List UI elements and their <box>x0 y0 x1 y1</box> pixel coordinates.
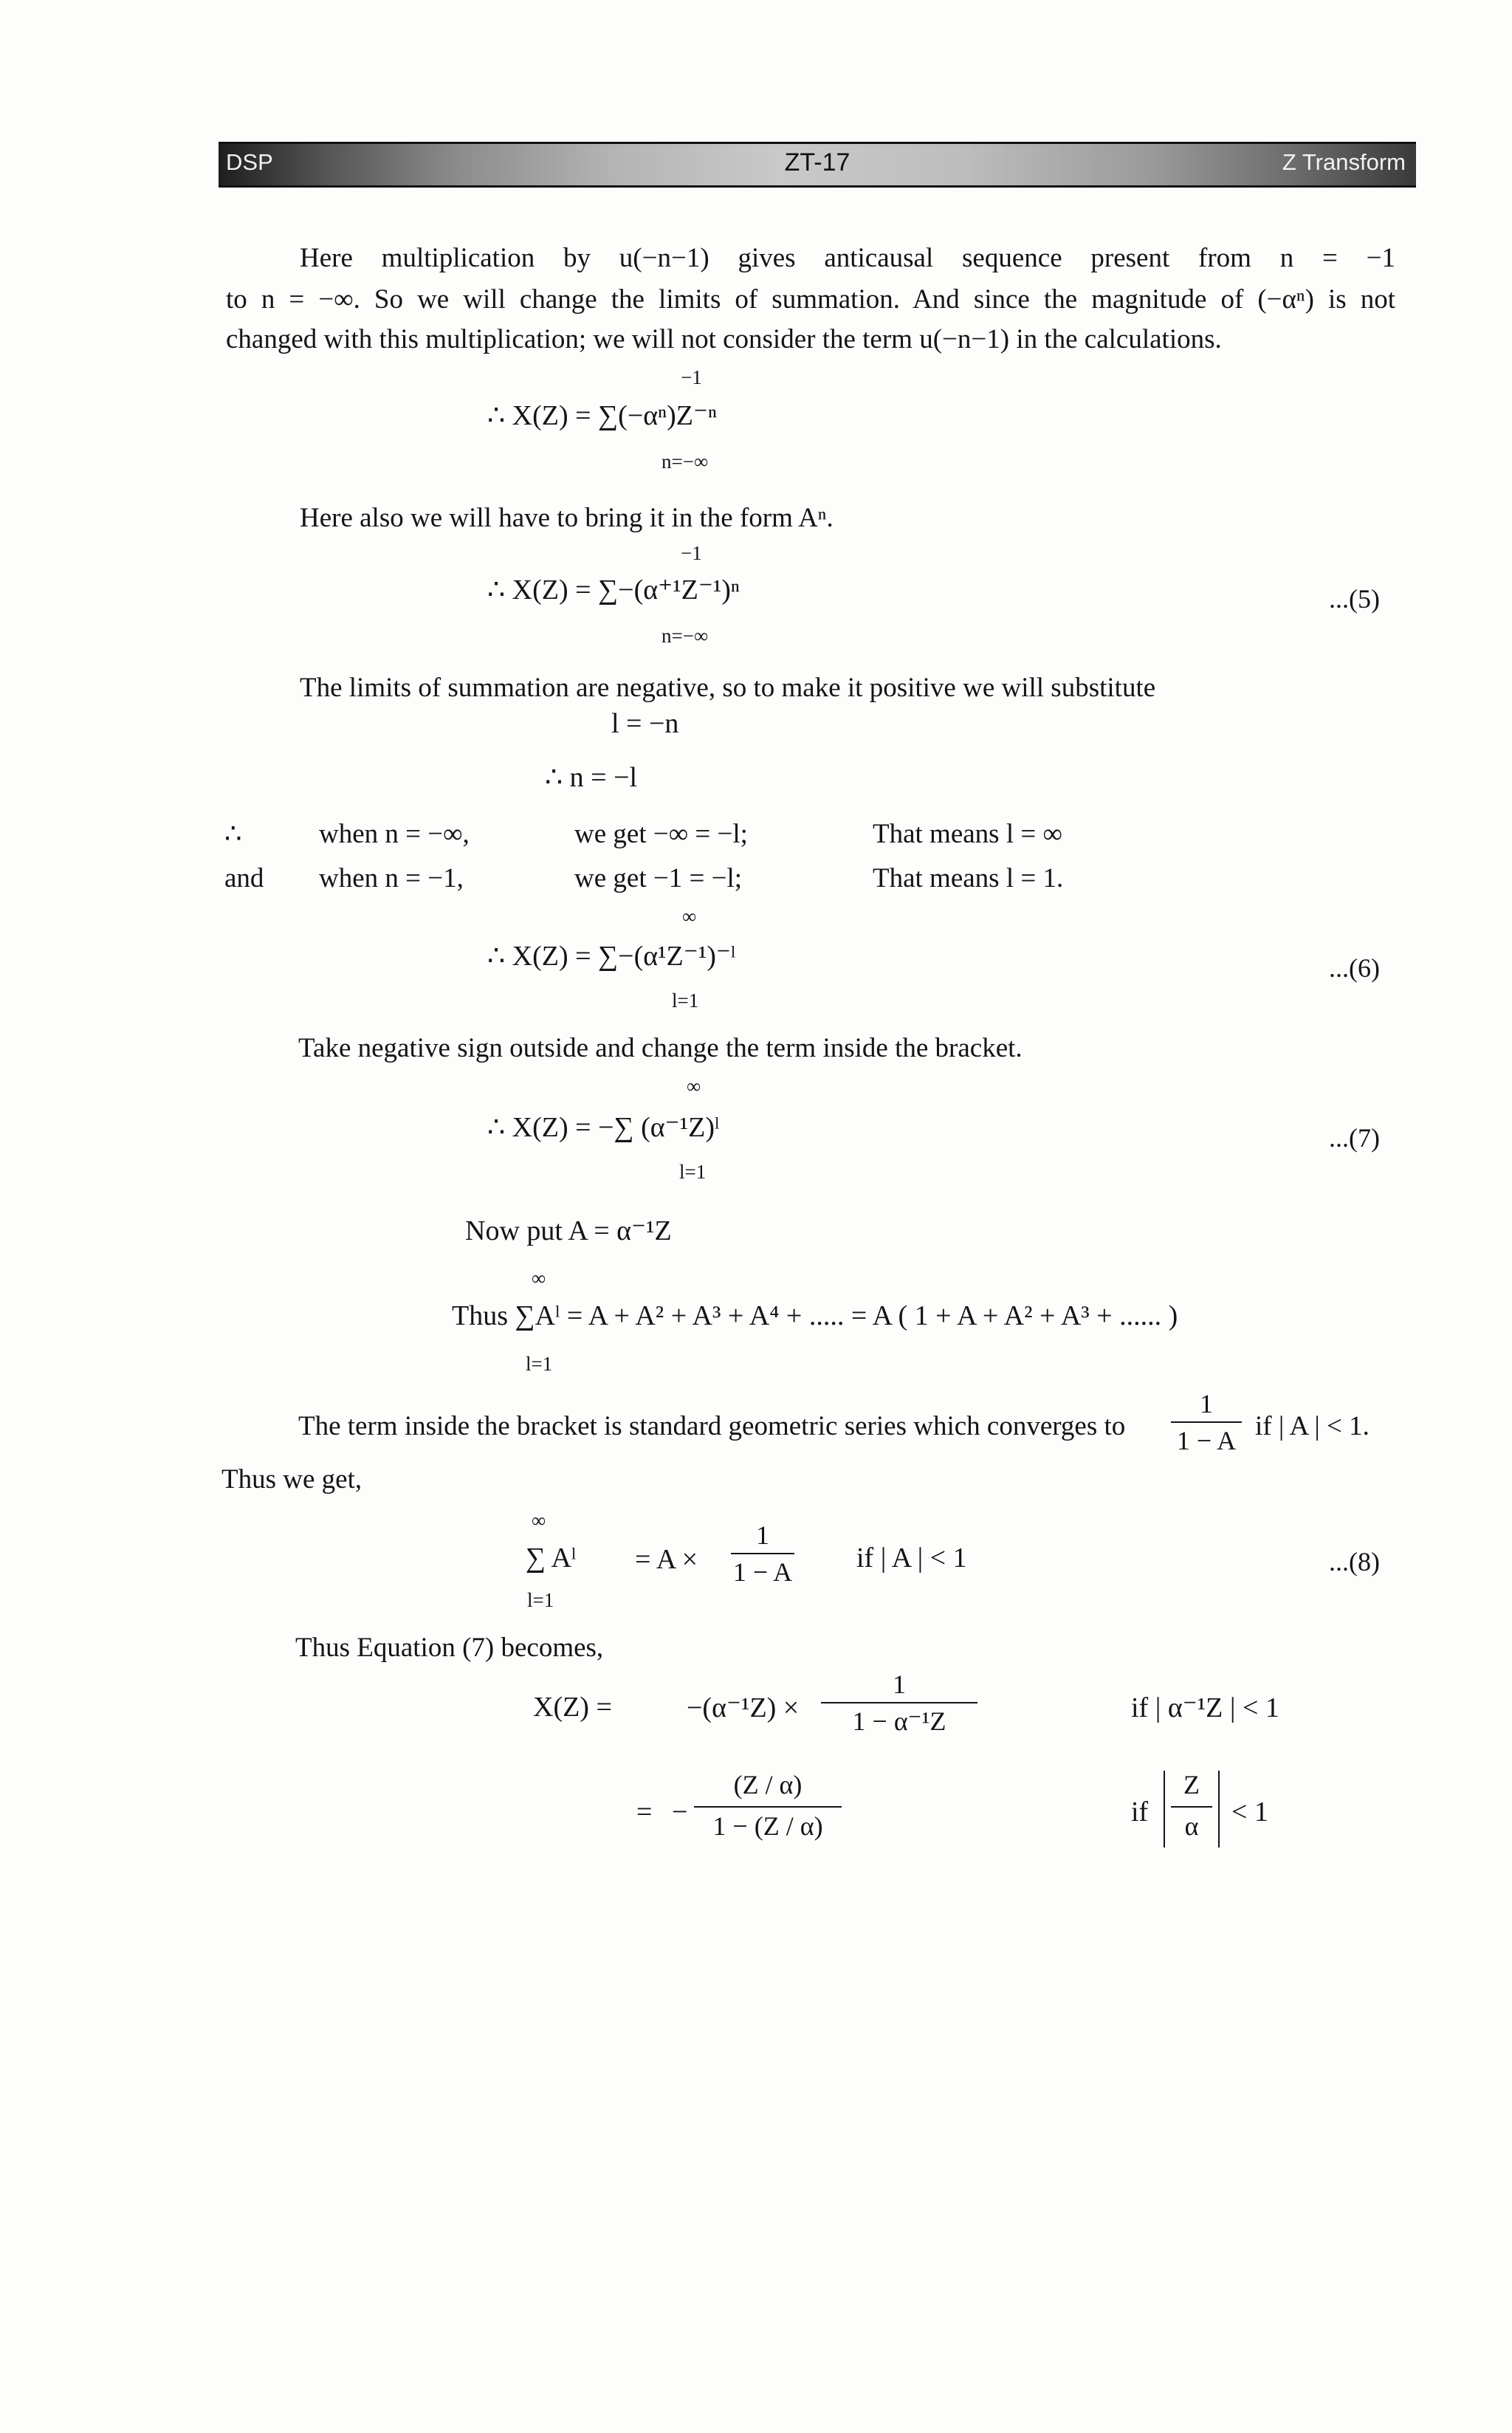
para5-condition: if | A | < 1. <box>1255 1411 1370 1441</box>
limits-row2-lead: and <box>224 863 264 893</box>
limits-row2-when: when n = −1, <box>319 863 464 893</box>
para3: The limits of summation are negative, so to make it positive we will substitute <box>300 673 1156 703</box>
eq8-tag: ...(8) <box>1329 1547 1380 1576</box>
final2-fraction-num: (Z / α) <box>733 1770 803 1799</box>
final1-fraction-den: 1 − α⁻¹Z <box>852 1706 946 1736</box>
para2: Here also we will have to bring it in the form Aⁿ. <box>300 503 834 533</box>
eq8-sum: ∑ Aˡ <box>526 1542 577 1574</box>
eq6-expression: ∴ X(Z) = ∑−(α¹Z⁻¹)⁻ˡ <box>487 941 736 972</box>
page-header <box>219 142 1416 188</box>
para5-text: The term inside the bracket is standard geometric series which converges to <box>298 1411 1126 1441</box>
substitution-1: l = −n <box>611 708 679 739</box>
header-page-number: ZT-17 <box>784 148 850 176</box>
final1-fraction-bar <box>821 1702 977 1703</box>
final1-fraction-num: 1 <box>893 1670 906 1699</box>
limits-row1-means: That means l = ∞ <box>873 819 1062 849</box>
final2-condition-if: if <box>1131 1797 1149 1828</box>
series-expansion: Thus ∑Aˡ = A + A² + A³ + A⁴ + ..... = A ( 1 + A + A² + A³ + ...... ) <box>452 1300 1178 1331</box>
final1-condition: if | α⁻¹Z | < 1 <box>1131 1692 1279 1723</box>
final2-fraction-den: 1 − (Z / α) <box>712 1811 823 1841</box>
eq8-upper-limit: ∞ <box>532 1509 546 1531</box>
eq6-upper-limit: ∞ <box>682 905 697 927</box>
para1-line3: changed with this multiplication; we will not consider the term u(−n−1) in the calculations. <box>226 324 1222 354</box>
final2-condition-bar <box>1171 1806 1212 1808</box>
para5-fraction-num: 1 <box>1200 1389 1213 1418</box>
eq8-fraction-den: 1 − A <box>732 1557 793 1587</box>
eq5-upper-limit: −1 <box>681 542 702 564</box>
final1-lhs: X(Z) = <box>533 1692 612 1723</box>
eq4-upper-limit: −1 <box>681 366 702 388</box>
final2-minus: − <box>672 1797 688 1828</box>
para5-fraction-den: 1 − A <box>1176 1426 1237 1455</box>
para1-line1: Here multiplication by u(−n−1) gives anticausal sequence present from n = −1 <box>300 243 1395 273</box>
series-lower-limit: l=1 <box>526 1353 553 1375</box>
para6: Thus we get, <box>221 1464 362 1495</box>
limits-row2-means: That means l = 1. <box>873 863 1064 893</box>
eq7-lower-limit: l=1 <box>679 1161 707 1183</box>
eq6-tag: ...(6) <box>1329 953 1380 983</box>
para4: Take negative sign outside and change the term inside the bracket. <box>298 1033 1023 1063</box>
header-right: Z Transform <box>1282 149 1406 175</box>
para5-fraction-bar <box>1171 1421 1242 1423</box>
final1-expression: −(α⁻¹Z) × <box>687 1692 800 1723</box>
final2-abs-left-bar <box>1164 1771 1165 1847</box>
final2-fraction-bar <box>694 1806 842 1808</box>
substitution-2: ∴ n = −l <box>545 762 638 793</box>
eq5-lower-limit: n=−∞ <box>662 625 709 647</box>
header-left: DSP <box>226 149 273 175</box>
eq8-fraction-bar <box>731 1553 794 1554</box>
eq8-lower-limit: l=1 <box>527 1589 554 1611</box>
eq5-expression: ∴ X(Z) = ∑−(α⁺¹Z⁻¹)ⁿ <box>487 574 740 605</box>
eq7-upper-limit: ∞ <box>687 1075 701 1097</box>
eq6-lower-limit: l=1 <box>672 989 699 1012</box>
eq8-fraction-num: 1 <box>756 1520 769 1550</box>
limits-row1-when: when n = −∞, <box>319 819 470 849</box>
limits-row1-get: we get −∞ = −l; <box>574 819 748 849</box>
eq7-tag: ...(7) <box>1329 1123 1380 1153</box>
eq5-tag: ...(5) <box>1329 584 1380 614</box>
eq8-equals: = A × <box>635 1544 698 1575</box>
eq7-expression: ∴ X(Z) = −∑ (α⁻¹Z)ˡ <box>487 1112 720 1143</box>
limits-row2-get: we get −1 = −l; <box>574 863 743 893</box>
series-upper-limit: ∞ <box>532 1267 546 1289</box>
final2-condition-den: α <box>1184 1811 1199 1841</box>
limits-row1-lead: ∴ <box>224 819 242 849</box>
eq4-lower-limit: n=−∞ <box>662 450 709 473</box>
para7: Thus Equation (7) becomes, <box>295 1633 604 1663</box>
final2-equals: = <box>636 1797 653 1828</box>
final2-condition-num: Z <box>1183 1770 1200 1799</box>
para1-line2: to n = −∞. So we will change the limits of summation. And since the magnitude of (−αⁿ) is not <box>226 284 1395 315</box>
eq4-expression: ∴ X(Z) = ∑(−αⁿ)Z⁻ⁿ <box>487 400 718 431</box>
final2-abs-right-bar <box>1218 1771 1220 1847</box>
eq8-condition: if | A | < 1 <box>856 1542 967 1574</box>
now-put-line: Now put A = α⁻¹Z <box>465 1215 672 1246</box>
final2-condition-rhs: < 1 <box>1231 1797 1268 1828</box>
